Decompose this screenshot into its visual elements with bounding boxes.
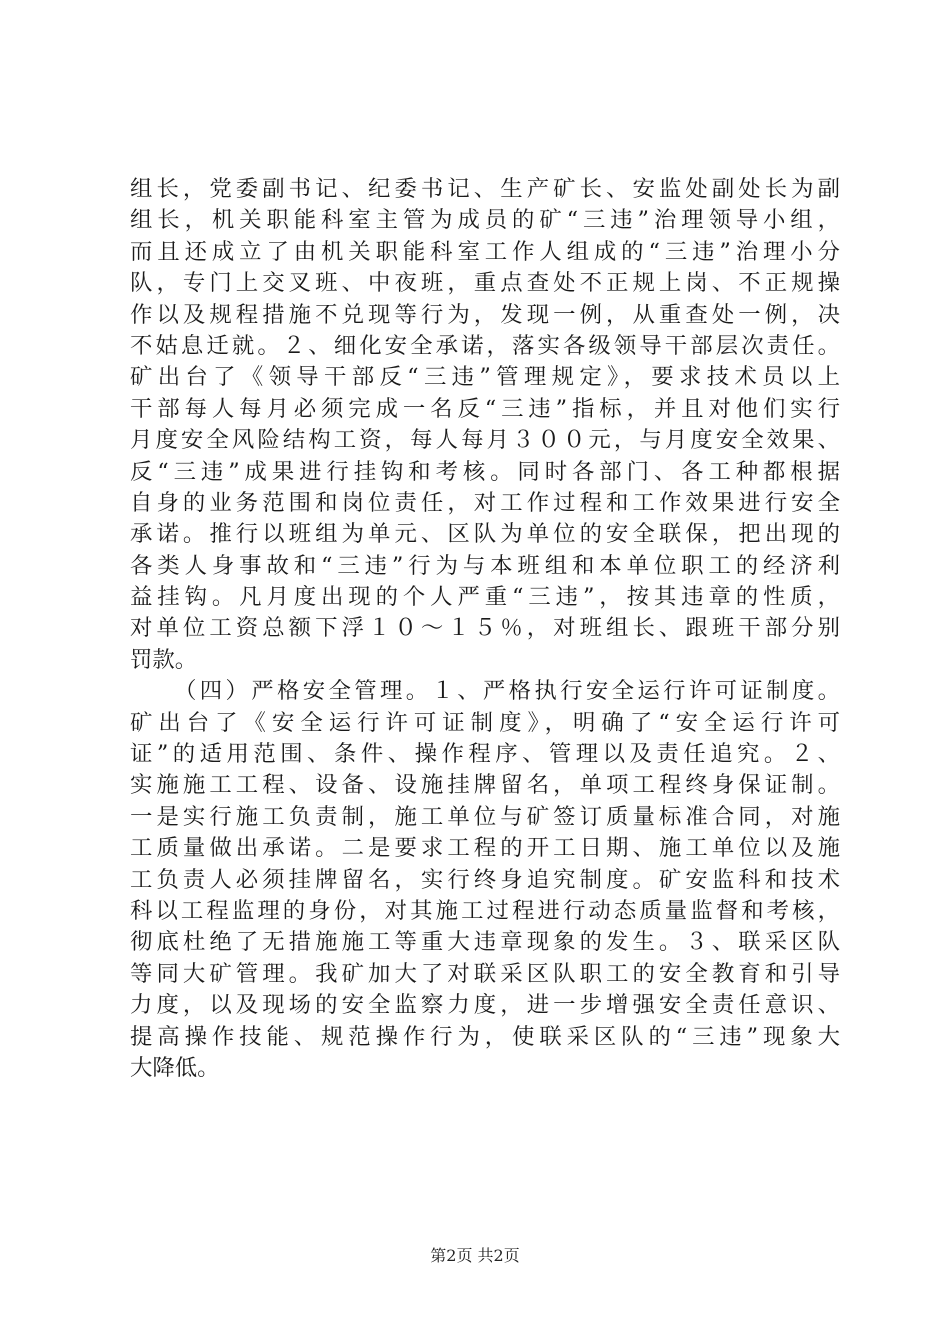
text-line: 矿出台了《领导干部反“三违”管理规定》，要求技术员以上 xyxy=(130,364,840,391)
text-line: 不姑息迁就。２、细化安全承诺，落实各级领导干部层次责任。 xyxy=(130,332,840,359)
text-line: 证”的适用范围、条件、操作程序、管理以及责任追究。２、 xyxy=(130,741,840,768)
text-line: 干部每人每月必须完成一名反“三违”指标，并且对他们实行 xyxy=(130,395,840,422)
text-line: 自身的业务范围和岗位责任，对工作过程和工作效果进行安全 xyxy=(130,489,840,516)
text-line: 组长，党委副书记、纪委书记、生产矿长、安监处副处长为副 xyxy=(130,176,840,202)
body-text xyxy=(130,174,840,1084)
text-line: 提高操作技能、规范操作行为，使联采区队的“三违”现象大 xyxy=(130,1023,840,1050)
text-line: 彻底杜绝了无措施施工等重大违章现象的发生。３、联采区队 xyxy=(130,929,840,956)
text-line-indented: （四）严格安全管理。１、严格执行安全运行许可证制度。 xyxy=(174,678,840,705)
text-line: 一是实行施工负责制，施工单位与矿签订质量标准合同，对施 xyxy=(130,803,840,830)
text-line: 对单位工资总额下浮１０～１５％，对班组长、跟班干部分别 xyxy=(130,615,840,642)
text-line: 组长，机关职能科室主管为成员的矿“三违”治理领导小组， xyxy=(130,207,840,234)
text-line: 作以及规程措施不兑现等行为，发现一例，从重查处一例，决 xyxy=(130,301,840,328)
text-line: 大降低。 xyxy=(130,1054,220,1081)
text-line: 益挂钩。凡月度出现的个人严重“三违”，按其违章的性质， xyxy=(130,584,840,611)
text-line: 承诺。推行以班组为单元、区队为单位的安全联保，把出现的 xyxy=(130,521,840,548)
text-line: 实施施工工程、设备、设施挂牌留名，单项工程终身保证制。 xyxy=(130,772,840,799)
text-line: 等同大矿管理。我矿加大了对联采区队职工的安全教育和引导 xyxy=(130,960,840,987)
text-line: 矿出台了《安全运行许可证制度》，明确了“安全运行许可 xyxy=(130,709,840,736)
text-line: 各类人身事故和“三违”行为与本班组和本单位职工的经济利 xyxy=(130,552,840,579)
text-line: 队，专门上交叉班、中夜班，重点查处不正规上岗、不正规操 xyxy=(130,270,840,297)
text-line: 月度安全风险结构工资，每人每月３００元，与月度安全效果、 xyxy=(130,427,840,454)
text-line: 而且还成立了由机关职能科室工作人组成的“三违”治理小分 xyxy=(130,238,840,265)
text-line: 力度，以及现场的安全监察力度，进一步增强安全责任意识、 xyxy=(130,992,840,1019)
page-number: 第2页 共2页 xyxy=(430,1246,520,1265)
text-line: 反“三违”成果进行挂钩和考核。同时各部门、各工种都根据 xyxy=(130,458,840,485)
text-line: 科以工程监理的身份，对其施工过程进行动态质量监督和考核， xyxy=(130,897,840,924)
text-line: 工质量做出承诺。二是要求工程的开工日期、施工单位以及施 xyxy=(130,835,840,862)
text-line: 罚款。 xyxy=(130,646,198,673)
text-line: 工负责人必须挂牌留名，实行终身追究制度。矿安监科和技术 xyxy=(130,866,840,893)
